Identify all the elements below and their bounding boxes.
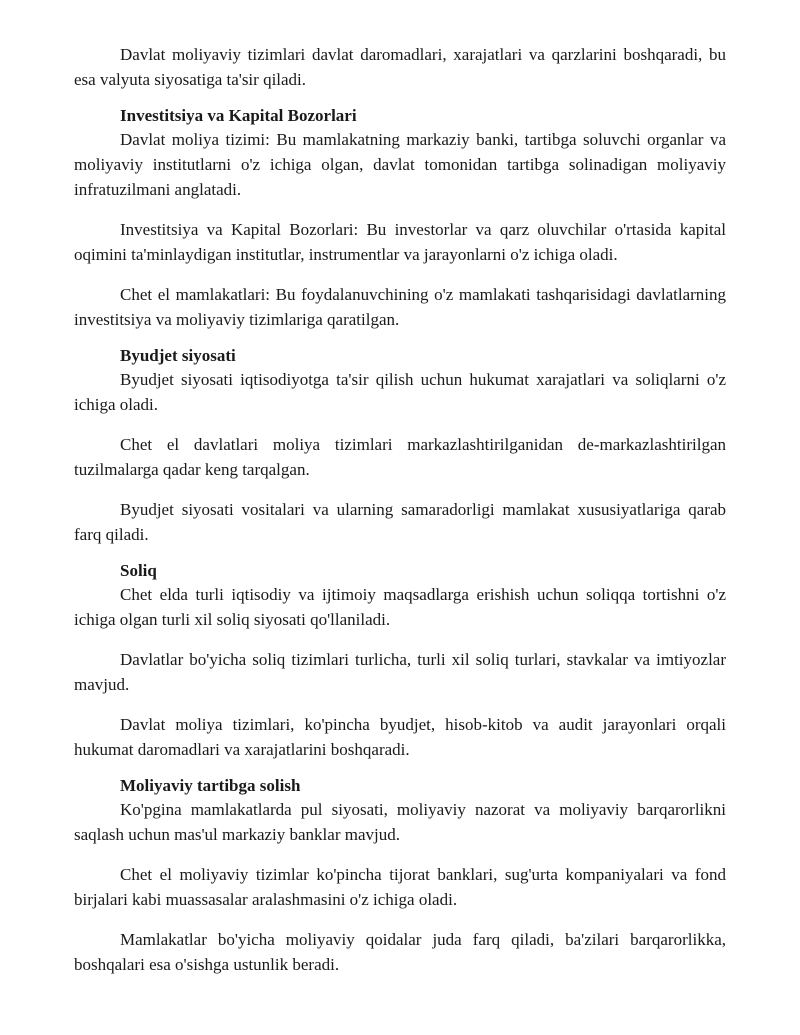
spacer	[74, 912, 726, 927]
investment-paragraph-1: Davlat moliya tizimi: Bu mamlakatning markaziy banki, tartibga soluvchi organlar va moliyaviy institutlarni o'z ichiga olgan, davlat tomonidan tartibga solinadigan moliyaviy infratuzilmani anglatadi.	[74, 130, 726, 199]
section-heading-budget: Byudjet siyosati	[120, 346, 236, 365]
section-heading-tax: Soliq	[120, 561, 157, 580]
spacer	[74, 762, 726, 775]
tax-paragraph-2: Davlatlar bo'yicha soliq tizimlari turlicha, turli xil soliq turlari, stavkalar va imtiyozlar mavjud.	[74, 650, 726, 694]
spacer	[74, 632, 726, 647]
spacer	[74, 202, 726, 217]
spacer	[74, 417, 726, 432]
budget-paragraph-3: Byudjet siyosati vositalari va ularning samaradorligi mamlakat xususiyatlariga qarab farq qiladi.	[74, 500, 726, 544]
section-heading-investment: Investitsiya va Kapital Bozorlari	[120, 106, 357, 125]
budget-paragraph-1: Byudjet siyosati iqtisodiyotga ta'sir qilish uchun hukumat xarajatlari va soliqlarni o'z ichiga oladi.	[74, 370, 726, 414]
budget-paragraph-2: Chet el davlatlari moliya tizimlari markazlashtirilganidan de-markazlashtirilgan tuzilmalarga qadar keng tarqalgan.	[74, 435, 726, 479]
spacer	[74, 267, 726, 282]
spacer	[74, 92, 726, 105]
regulation-paragraph-3: Mamlakatlar bo'yicha moliyaviy qoidalar juda farq qiladi, ba'zilari barqarorlikka, boshqalari esa o'sishga ustunlik beradi.	[74, 930, 726, 974]
intro-paragraph: Davlat moliyaviy tizimlari davlat daromadlari, xarajatlari va qarzlarini boshqaradi, bu esa valyuta siyosatiga ta'sir qiladi.	[74, 45, 726, 89]
spacer	[74, 332, 726, 345]
investment-paragraph-3: Chet el mamlakatlari: Bu foydalanuvchining o'z mamlakati tashqarisidagi davlatlarning investitsiya va moliyaviy tizimlariga qaratilgan.	[74, 285, 726, 329]
investment-paragraph-2: Investitsiya va Kapital Bozorlari: Bu investorlar va qarz oluvchilar o'rtasida kapital oqimini ta'minlaydigan institutlar, instrumentlar va jarayonlarni o'z ichiga oladi.	[74, 220, 726, 264]
document-page	[74, 42, 726, 977]
spacer	[74, 697, 726, 712]
regulation-paragraph-2: Chet el moliyaviy tizimlar ko'pincha tijorat banklari, sug'urta kompaniyalari va fond birjalari kabi muassasalar aralashmasini o'z ichiga oladi.	[74, 865, 726, 909]
spacer	[74, 847, 726, 862]
tax-paragraph-3: Davlat moliya tizimlari, ko'pincha byudjet, hisob-kitob va audit jarayonlari orqali hukumat daromadlari va xarajatlarini boshqaradi.	[74, 715, 726, 759]
section-heading-regulation: Moliyaviy tartibga solish	[120, 776, 301, 795]
spacer	[74, 547, 726, 560]
spacer	[74, 482, 726, 497]
tax-paragraph-1: Chet elda turli iqtisodiy va ijtimoiy maqsadlarga erishish uchun soliqqa tortishni o'z ichiga olgan turli xil soliq siyosati qo'llaniladi.	[74, 585, 726, 629]
regulation-paragraph-1: Ko'pgina mamlakatlarda pul siyosati, moliyaviy nazorat va moliyaviy barqarorlikni saqlash uchun mas'ul markaziy banklar mavjud.	[74, 800, 726, 844]
